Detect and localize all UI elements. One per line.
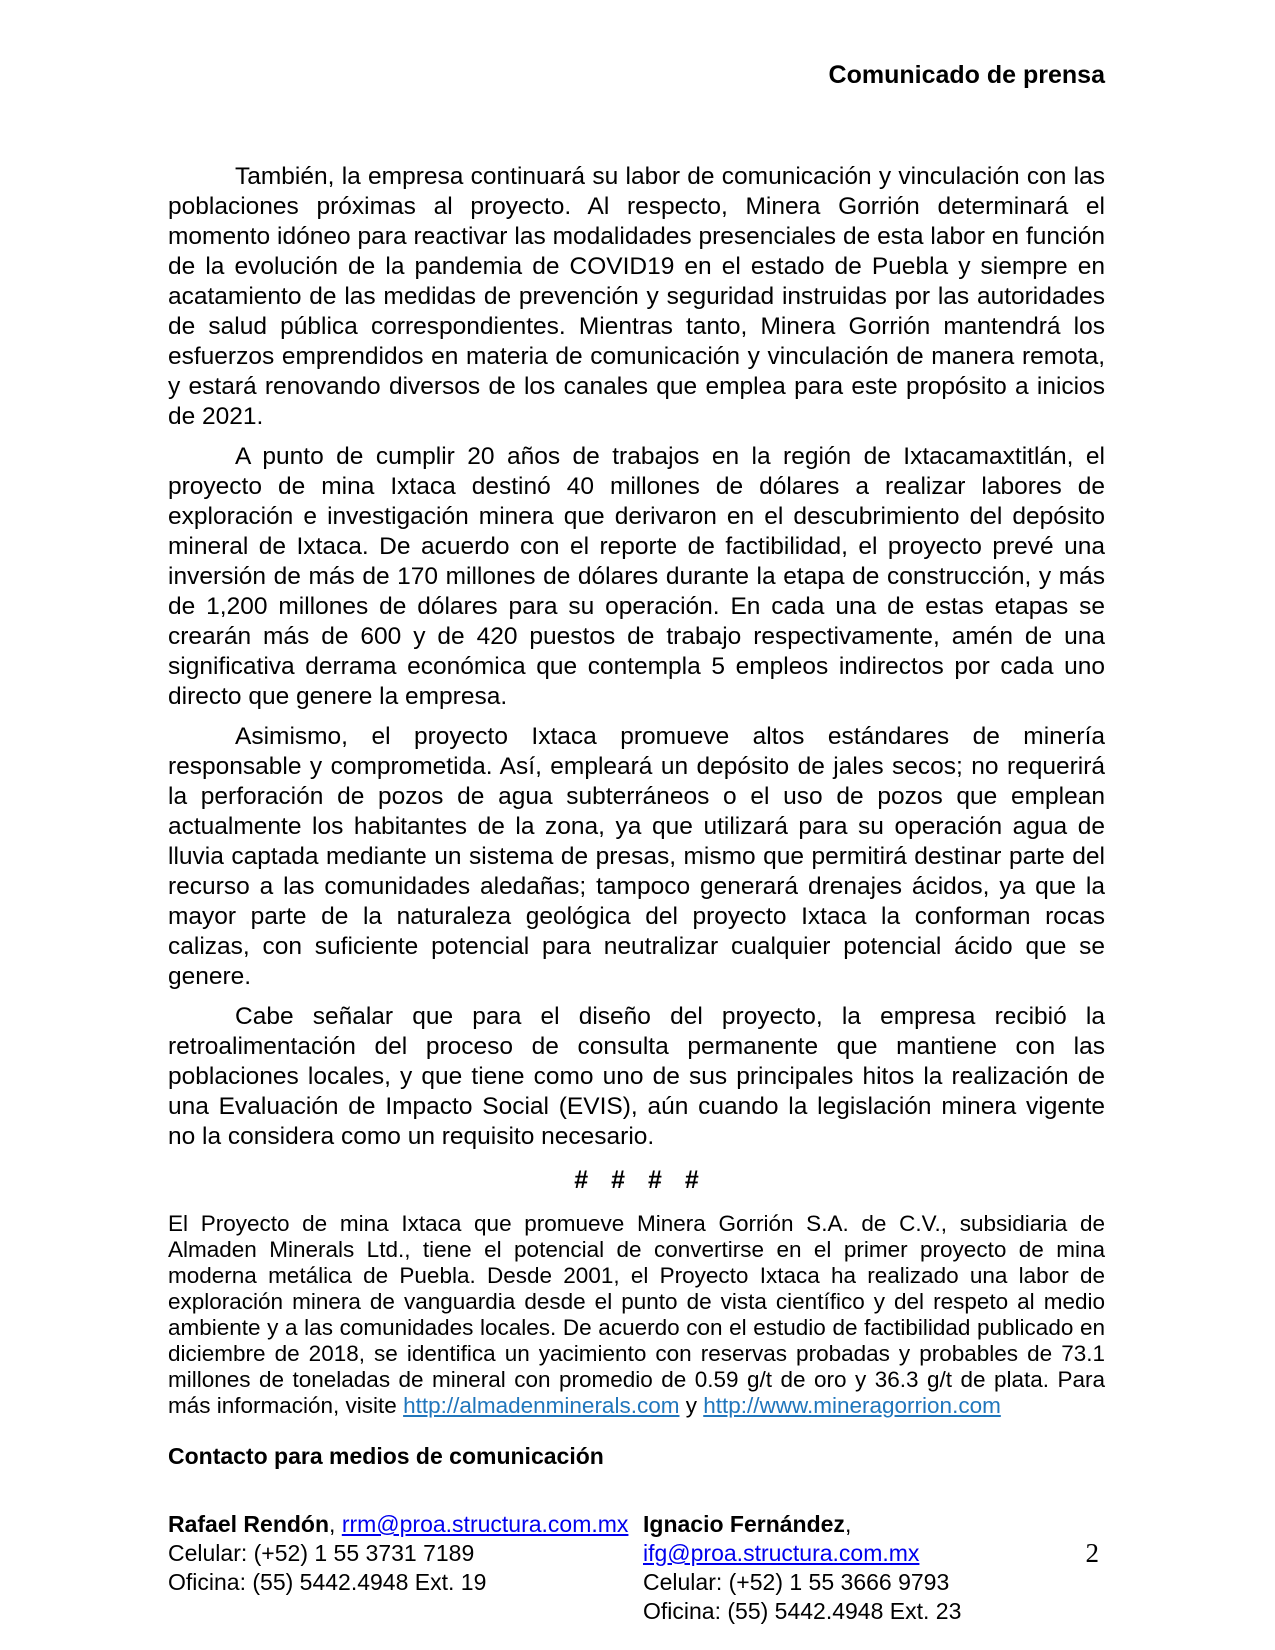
contact-rafael-rendon: [168, 1510, 643, 1626]
contact-cell-line: Celular: (+52) 1 55 3731 7189: [168, 1540, 475, 1566]
contact-name-line: [643, 1510, 1105, 1568]
contact-ignacio-fernandez: [643, 1510, 1105, 1626]
paragraph-communication-outreach: También, la empresa continuará su labor de comunicación y vinculación con las poblaciones próximas al proyecto. Al respecto, Minera Gorrión determinará el momento idóneo para reactivar las modalidades presenciales de esta labor en función de la evolución de la pandemia de COVID19 en el estado de Puebla y siempre en acatamiento de las medidas de prevención y seguridad instruidas por las autoridades de salud pública correspondientes. Mientras tanto, Minera Gorrión mantendrá los esfuerzos emprendidos en materia de comunicación y vinculación de manera remota, y estará renovando diversos de los canales que emplea para este propósito a inicios de 2021.: [168, 163, 1105, 430]
contact-cell-line: Celular: (+52) 1 55 3666 9793: [643, 1569, 950, 1595]
rafael-email-link[interactable]: rrm@proa.structura.com.mx: [341, 1511, 629, 1537]
contact-name: Rafael Rendón: [168, 1511, 330, 1537]
page-number: 2: [1085, 1538, 1099, 1568]
contact-name: Ignacio Fernández: [643, 1511, 845, 1537]
boilerplate-link-separator: y: [679, 1393, 704, 1418]
media-contact-heading: Contacto para medios de comunicación: [168, 1443, 604, 1469]
name-email-separator: ,: [844, 1511, 852, 1537]
contact-name-line: [168, 1510, 643, 1539]
hash-divider: # # # #: [574, 1166, 699, 1194]
paragraph-responsible-mining: Asimismo, el proyecto Ixtaca promueve altos estándares de minería responsable y comprometida. Así, empleará un depósito de jales secos; no requerirá la perforación de pozos de agua subterráneos o el uso de pozos que emplean actualmente los habitantes de la zona, ya que utilizará para su operación agua de lluvia captada mediante un sistema de presas, mismo que permitirá destinar parte del recurso a las comunidades aledañas; tampoco generará drenajes ácidos, ya que la mayor parte de la naturaleza geológica del proyecto Ixtaca la conforman rocas calizas, con suficiente potencial para neutralizar cualquier potencial ácido que se genere.: [168, 723, 1105, 990]
name-email-separator: ,: [329, 1511, 342, 1537]
ignacio-email-link[interactable]: ifg@proa.structura.com.mx: [643, 1540, 920, 1566]
mineragorrion-link[interactable]: http://www.mineragorrion.com: [703, 1393, 1001, 1418]
contact-office-line: Oficina: (55) 5442.4948 Ext. 19: [168, 1569, 487, 1595]
contacts-block: [168, 1510, 1105, 1626]
almadenminerals-link[interactable]: http://almadenminerals.com: [403, 1393, 680, 1418]
company-boilerplate: [168, 1211, 1105, 1419]
paragraph-social-impact: Cabe señalar que para el diseño del proyecto, la empresa recibió la retroalimentación del proceso de consulta permanente que mantiene con las poblaciones locales, y que tiene como uno de sus principales hitos la realización de una Evaluación de Impacto Social (EVIS), aún cuando la legislación minera vigente no la considera como un requisito necesario.: [168, 1003, 1105, 1150]
paragraph-investment-jobs: A punto de cumplir 20 años de trabajos en la región de Ixtacamaxtitlán, el proyecto de mina Ixtaca destinó 40 millones de dólares a realizar labores de exploración e investigación minera que derivaron en el descubrimiento del depósito mineral de Ixtaca. De acuerdo con el reporte de factibilidad, el proyecto prevé una inversión de más de 170 millones de dólares durante la etapa de construcción, y más de 1,200 millones de dólares para su operación. En cada una de estas etapas se crearán más de 600 y de 420 puestos de trabajo respectivamente, amén de una significativa derrama económica que contempla 5 empleos indirectos por cada uno directo que genere la empresa.: [168, 443, 1105, 710]
boilerplate-text: El Proyecto de mina Ixtaca que promueve Minera Gorrión S.A. de C.V., subsidiaria de Almaden Minerals Ltd., tiene el potencial de convertirse en el primer proyecto de mina moderna metálica de Puebla. Desde 2001, el Proyecto Ixtaca ha realizado una labor de exploración minera de vanguardia desde el punto de vista científico y del respeto al medio ambiente y a las comunidades locales. De acuerdo con el estudio de factibilidad publicado en diciembre de 2018, se identifica un yacimiento con reservas probadas y probables de 73.1 millones de toneladas de mineral con promedio de 0.59 g/t de oro y 36.3 g/t de plata. Para más información, visite: [168, 1211, 1105, 1418]
press-release-header: Comunicado de prensa: [828, 61, 1105, 89]
contact-office-line: Oficina: (55) 5442.4948 Ext. 23: [643, 1598, 962, 1624]
